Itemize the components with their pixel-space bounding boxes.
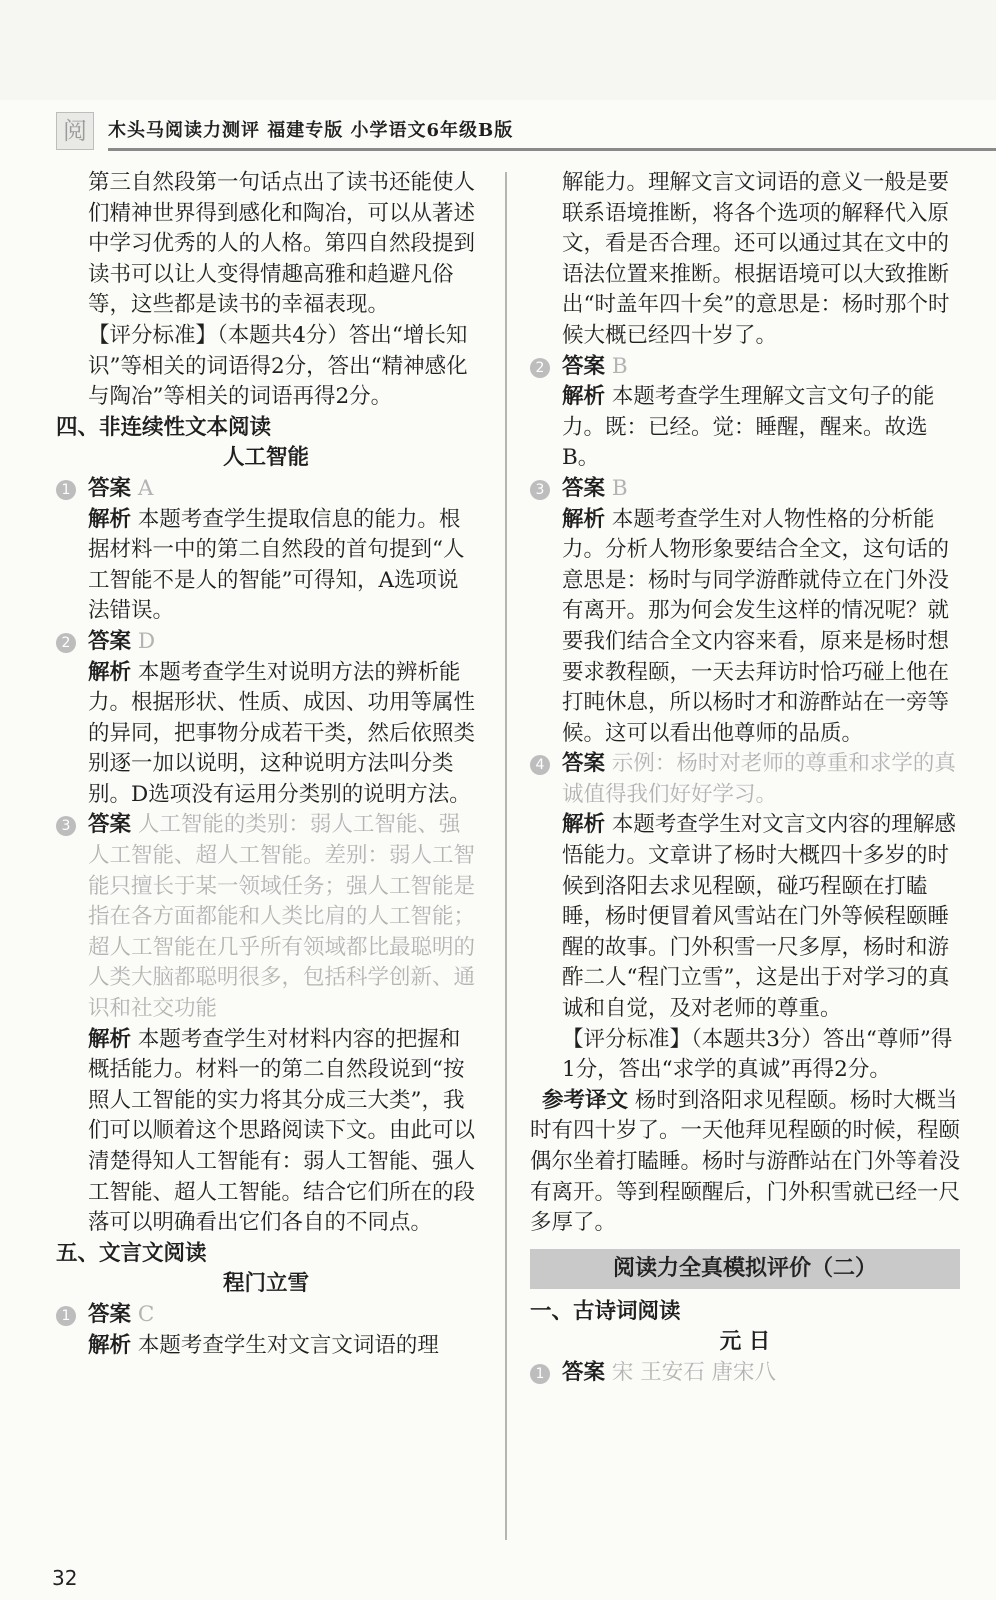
section-heading: 四、非连续性文本阅读 (56, 414, 272, 440)
section-banner: 阅读力全真模拟评价（二） (530, 1249, 960, 1289)
question-answer (530, 352, 960, 383)
poem-title: 元 日 (719, 1329, 771, 1355)
answer-text: 宋 王安石 唐宋八 (611, 1359, 777, 1385)
answer-text: 示例：杨时对老师的尊重和求学的真诚值得我们好好学习。 (562, 751, 956, 807)
answer-label: 答案 (88, 475, 132, 501)
question-number-icon: 3 (530, 480, 550, 500)
answer-label: 答案 (562, 1359, 606, 1385)
question-number-icon: 4 (530, 755, 550, 775)
analysis-label: 解析 (88, 506, 132, 532)
answer-text: D (137, 628, 156, 654)
page-number: 32 (52, 1566, 78, 1590)
reference-label: 参考译文 (542, 1087, 629, 1113)
answer-text: B (611, 475, 628, 501)
answer-text: 人工智能的类别：弱人工智能、强人工智能、超人工智能。差别：弱人工智能只擅长于某一领域任务；强人工智能是指在各方面都能和人类比肩的人工智能；超人工智能在几乎所有领域都比最聪明的人类大脑都聪明很多，包括科学创新、通识和社交功能 (88, 812, 476, 1022)
analysis-label: 解析 (88, 1332, 132, 1358)
analysis-label: 解析 (562, 384, 606, 410)
question-number-icon: 1 (56, 1306, 76, 1326)
analysis (56, 1025, 476, 1239)
book-logo: 阅 (56, 112, 94, 150)
answer-label: 答案 (562, 353, 606, 379)
paragraph: 第三自然段第一句话点出了读书还能使人们精神世界得到感化和陶冶，可以从著述中学习优秀的人的人格。第四自然段提到读书可以让人变得情趣高雅和趋避凡俗等，这些都是读书的幸福表现。 (88, 170, 476, 318)
answer-text: C (137, 1301, 155, 1327)
left-column (56, 168, 476, 1361)
analysis-label: 解析 (88, 659, 132, 685)
analysis-text: 本题考查学生对材料内容的把握和概括能力。材料一的第二自然段说到“按照人工智能的实力将其分成三大类”，我们可以顺着这个思路阅读下文。由此可以清楚得知人工智能有：弱人工智能、强人工智能、超人工智能。结合它们所在的段落可以明确看出它们各自的不同点。 (88, 1026, 476, 1236)
analysis-text: 本题考查学生对说明方法的辨析能力。根据形状、性质、成因、功用等属性的异同，把事物分成若干类，然后依照类别逐一加以说明，这种说明方法叫分类别。D选项没有运用分类别的说明方法。 (88, 659, 476, 807)
analysis (530, 810, 960, 1024)
question-answer (530, 1358, 960, 1389)
analysis (530, 382, 960, 474)
question-number-icon: 3 (56, 816, 76, 836)
answer-label: 答案 (88, 628, 132, 654)
answer-label: 答案 (88, 812, 132, 838)
question-answer (56, 627, 476, 658)
question-number-icon: 2 (56, 633, 76, 653)
scoring-standard: 【评分标准】（本题共4分）答出“增长知识”等相关的词语得2分，答出“精神感化与陶冶”等相关的词语再得2分。 (88, 322, 468, 410)
answer-text: B (611, 353, 628, 379)
question-answer (530, 474, 960, 505)
analysis (56, 658, 476, 811)
question-number-icon: 1 (530, 1364, 550, 1384)
paragraph: 解能力。理解文言文词语的意义一般是要联系语境推断，将各个选项的解释代入原文，看是否合理。还可以通过其在文中的语法位置来推断。根据语境可以大致推断出“时盖年四十矣”的意思是：杨时那个时候大概已经四十岁了。 (562, 170, 950, 348)
analysis-text: 本题考查学生提取信息的能力。根据材料一中的第二自然段的首句提到“人工智能不是人的智能”可得知，A选项说法错误。 (88, 506, 465, 624)
reference-text: 杨时到洛阳求见程颐。杨时大概当时有四十岁了。一天他拜见程颐的时候，程颐偶尔坐着打瞌睡。杨时与游酢站在门外等着没有离开。等到程颐醒后，门外积雪就已经一尺多厚了。 (530, 1087, 961, 1236)
scoring-standard: 【评分标准】（本题共3分）答出“尊师”得1分，答出“求学的真诚”再得2分。 (562, 1026, 953, 1083)
analysis-label: 解析 (88, 1026, 132, 1052)
answer-label: 答案 (88, 1301, 132, 1327)
column-divider (505, 172, 507, 1540)
reference-translation (530, 1086, 960, 1239)
top-margin (0, 0, 996, 100)
answer-text: A (137, 475, 154, 501)
answer-label: 答案 (562, 475, 606, 501)
article-title: 人工智能 (222, 445, 309, 471)
analysis-label: 解析 (562, 506, 606, 532)
page-header (56, 112, 956, 152)
analysis (56, 1331, 476, 1362)
question-answer (56, 810, 476, 1024)
header-title: 木头马阅读力测评 福建专版 小学语文6年级B版 (108, 120, 514, 141)
question-number-icon: 2 (530, 358, 550, 378)
question-number-icon: 1 (56, 480, 76, 500)
answer-label: 答案 (562, 751, 606, 777)
analysis-text: 本题考查学生对文言文内容的理解感悟能力。文章讲了杨时大概四十多岁的时候到洛阳去求见程颐，碰巧程颐在打瞌睡，杨时便冒着风雪站在门外等候程颐睡醒的故事。门外积雪一尺多厚，杨时和游酢二人“程门立雪”，这是出于对学习的真诚和自觉，及对老师的尊重。 (562, 812, 956, 1022)
header-rule (108, 148, 996, 151)
question-answer (530, 749, 960, 810)
analysis (530, 505, 960, 750)
analysis-text: 本题考查学生对人物性格的分析能力。分析人物形象要结合全文，这句话的意思是：杨时与同学游酢就侍立在门外没有离开。那为何会发生这样的情况呢？就要我们结合全文内容来看，原来是杨时想要求教程颐，一天去拜访时恰巧碰上他在打盹休息，所以杨时才和游酢站在一旁等候。这可以看出他尊师的品质。 (562, 506, 950, 746)
analysis-text: 本题考查学生对文言文词语的理 (137, 1332, 439, 1358)
right-column (530, 168, 960, 1389)
article-title: 程门立雪 (222, 1271, 309, 1297)
analysis-label: 解析 (562, 812, 606, 838)
analysis-text: 本题考查学生理解文言文句子的能力。既：已经。觉：睡醒，醒来。故选B。 (562, 384, 935, 471)
question-answer (56, 474, 476, 505)
question-answer (56, 1300, 476, 1331)
section-heading: 一、古诗词阅读 (530, 1298, 681, 1324)
analysis (56, 505, 476, 627)
section-heading: 五、文言文阅读 (56, 1240, 207, 1266)
